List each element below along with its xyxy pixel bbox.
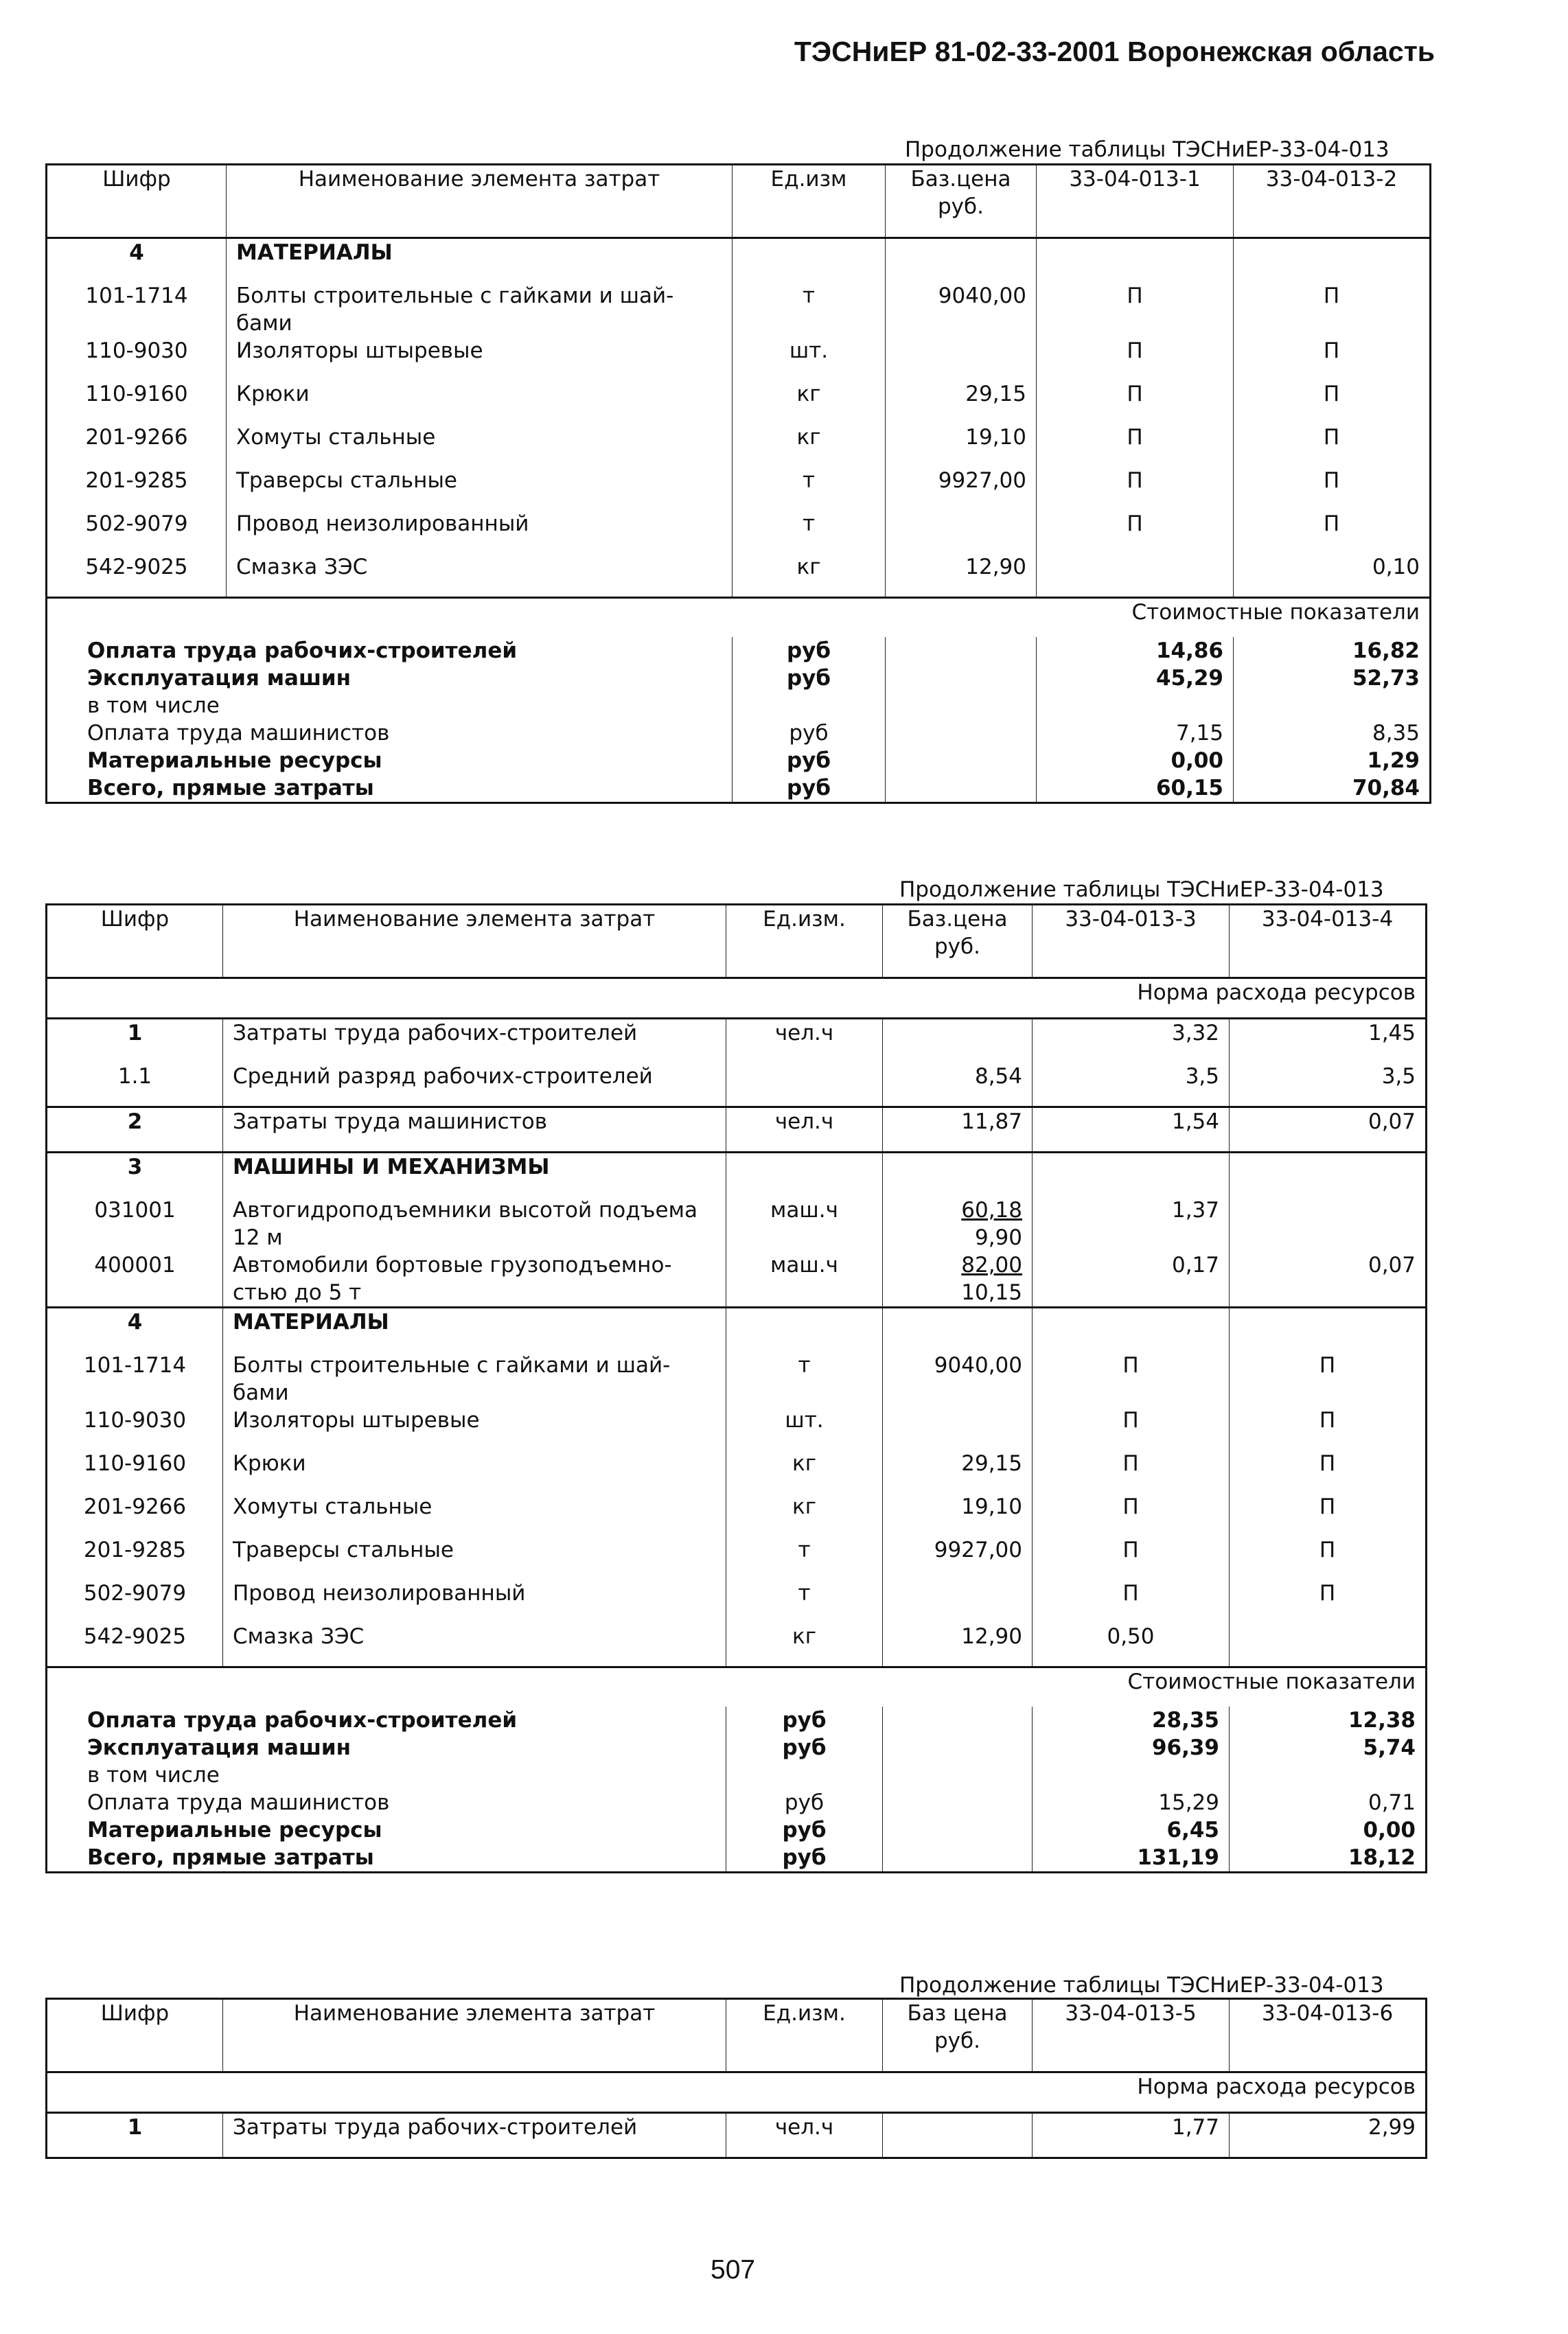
row-value-2: 0,10: [1234, 553, 1431, 598]
row-value-2: [1230, 1197, 1427, 1251]
cost-value-2: 5,74: [1230, 1734, 1427, 1761]
row-value-2: П: [1234, 424, 1431, 467]
section-code: 4: [47, 1308, 223, 1352]
row-name: Болты строительные с гайками и шай- бами: [223, 1352, 726, 1407]
row-value-2: 1,45: [1230, 1019, 1427, 1063]
table-header-row: [47, 905, 1427, 978]
cost-label: Оплата труда рабочих-строителей: [47, 1707, 726, 1734]
col-name-header: Наименование элемента затрат: [227, 165, 733, 238]
table-row: [47, 467, 1431, 510]
row-value-2: 2,99: [1230, 2113, 1427, 2158]
cost-label: Эксплуатация машин: [47, 1734, 726, 1761]
row-value-1: П: [1037, 510, 1234, 553]
cost-row: [47, 1734, 1427, 1761]
row-value-1: П: [1037, 380, 1234, 424]
cost-value-1: 131,19: [1033, 1844, 1230, 1873]
row-price: 29,15: [883, 1450, 1033, 1493]
row-value-2: П: [1230, 1450, 1427, 1493]
row-code: 201-9285: [47, 467, 227, 510]
cost-row: [47, 1789, 1427, 1816]
row-unit: т: [733, 467, 886, 510]
table-row: [47, 1580, 1427, 1623]
cost-row: [47, 665, 1431, 692]
row-name: Затраты труда рабочих-строителей: [223, 1019, 726, 1063]
row-unit: маш.ч: [726, 1197, 883, 1251]
row-unit: шт.: [733, 337, 886, 380]
row-code: 101-1714: [47, 282, 227, 337]
row-value-1: П: [1033, 1407, 1230, 1450]
row-value-1: П: [1033, 1352, 1230, 1407]
row-price: [883, 1580, 1033, 1623]
row-value-2: П: [1230, 1493, 1427, 1536]
row-code: 031001: [47, 1197, 223, 1251]
cost-value-2: 1,29: [1234, 747, 1431, 774]
row-unit: т: [733, 510, 886, 553]
cost-row: [47, 747, 1431, 774]
cost-row: [47, 692, 1431, 719]
section-code: 4: [47, 238, 227, 283]
row-name: Траверсы стальные: [223, 1536, 726, 1580]
row-name: Хомуты стальные: [223, 1493, 726, 1536]
row-name: Провод неизолированный: [223, 1580, 726, 1623]
table-row: [47, 380, 1431, 424]
section-code: 3: [47, 1153, 223, 1197]
cost-label: в том числе: [47, 692, 733, 719]
row-code: 201-9266: [47, 424, 227, 467]
row-name: Болты строительные с гайками и шай- бами: [227, 282, 733, 337]
cost-value-1: 60,15: [1037, 774, 1234, 803]
cost-label: Материальные ресурсы: [47, 1816, 726, 1844]
cost-unit: руб: [733, 774, 886, 803]
row-unit: чел.ч: [726, 2113, 883, 2158]
row-unit: кг: [733, 424, 886, 467]
table-row: [47, 510, 1431, 553]
row-value-1: П: [1033, 1450, 1230, 1493]
row-price: [886, 510, 1037, 553]
cost-value-1: 15,29: [1033, 1789, 1230, 1816]
row-value-2: П: [1230, 1407, 1427, 1450]
table-row: [47, 1197, 1427, 1251]
table-caption: Продолжение таблицы ТЭСНиЕР-33-04-013: [905, 137, 1390, 162]
row-name: Провод неизолированный: [227, 510, 733, 553]
col-name-header: Наименование элемента затрат: [223, 905, 726, 978]
row-price: [883, 1407, 1033, 1450]
cost-unit: руб: [726, 1816, 883, 1844]
col-unit-header: Ед.изм: [733, 165, 886, 238]
row-price: 12,90: [886, 553, 1037, 598]
cost-unit: руб: [733, 665, 886, 692]
norm-subheader-row: [47, 2072, 1427, 2113]
row-name: Средний разряд рабочих-строителей: [223, 1063, 726, 1107]
row-code: 101-1714: [47, 1352, 223, 1407]
row-code: 1: [47, 1019, 223, 1063]
cost-subheader-row: [47, 1667, 1427, 1707]
cost-label: Всего, прямые затраты: [47, 1844, 726, 1873]
row-unit: т: [733, 282, 886, 337]
row-value-1: П: [1037, 282, 1234, 337]
cost-value-1: 0,00: [1037, 747, 1234, 774]
table-row: [47, 1352, 1427, 1407]
table-row: [47, 424, 1431, 467]
row-price: 9040,00: [886, 282, 1037, 337]
row-price: [883, 2113, 1033, 2158]
norm-subheader: Норма расхода ресурсов: [47, 2072, 1427, 2113]
row-value-2: [1230, 1623, 1427, 1667]
row-name: Крюки: [227, 380, 733, 424]
row-name: Автогидроподъемники высотой подъема 12 м: [223, 1197, 726, 1251]
row-code: 2: [47, 1107, 223, 1153]
col-norm-2-header: 33-04-013-4: [1230, 905, 1427, 978]
row-value-1: 0,17: [1033, 1251, 1230, 1308]
col-norm-1-header: 33-04-013-5: [1033, 1999, 1230, 2072]
col-price-header: Баз.цена руб.: [883, 905, 1033, 978]
table-row: [47, 2113, 1427, 2158]
col-norm-1-header: 33-04-013-1: [1037, 165, 1234, 238]
row-price: 9927,00: [883, 1536, 1033, 1580]
row-unit: кг: [726, 1450, 883, 1493]
cost-row: [47, 1761, 1427, 1789]
row-price: 9040,00: [883, 1352, 1033, 1407]
cost-value-1: 7,15: [1037, 719, 1234, 747]
row-name: Изоляторы штыревые: [223, 1407, 726, 1450]
row-price: 60,18 9,90: [883, 1197, 1033, 1251]
row-value-1: П: [1037, 467, 1234, 510]
col-norm-2-header: 33-04-013-2: [1234, 165, 1431, 238]
row-unit: кг: [726, 1623, 883, 1667]
cost-value-1: 28,35: [1033, 1707, 1230, 1734]
page-number: 507: [711, 2255, 756, 2285]
table-row: [47, 1407, 1427, 1450]
row-name: Траверсы стальные: [227, 467, 733, 510]
table-caption: Продолжение таблицы ТЭСНиЕР-33-04-013: [899, 877, 1384, 902]
cost-value-2: 18,12: [1230, 1844, 1427, 1873]
section-title: МАТЕРИАЛЫ: [223, 1308, 726, 1352]
row-value-2: П: [1234, 467, 1431, 510]
row-code: 110-9160: [47, 380, 227, 424]
row-value-1: П: [1033, 1493, 1230, 1536]
row-unit: кг: [733, 380, 886, 424]
cost-unit: руб: [726, 1844, 883, 1873]
col-norm-1-header: 33-04-013-3: [1033, 905, 1230, 978]
row-value-2: П: [1230, 1580, 1427, 1623]
row-code: 201-9266: [47, 1493, 223, 1536]
cost-label: Оплата труда рабочих-строителей: [47, 637, 733, 665]
row-code: 110-9030: [47, 337, 227, 380]
row-code: 201-9285: [47, 1536, 223, 1580]
cost-value-1: 45,29: [1037, 665, 1234, 692]
row-unit: т: [726, 1580, 883, 1623]
cost-value-2: 52,73: [1234, 665, 1431, 692]
table-row: [47, 1063, 1427, 1107]
col-price-header: Баз.цена руб.: [886, 165, 1037, 238]
cost-value-2: 0,71: [1230, 1789, 1427, 1816]
row-code: 1.1: [47, 1063, 223, 1107]
row-price: 29,15: [886, 380, 1037, 424]
table-row: [47, 1623, 1427, 1667]
row-value-2: П: [1230, 1536, 1427, 1580]
row-value-2: П: [1230, 1352, 1427, 1407]
row-value-2: 0,07: [1230, 1251, 1427, 1308]
col-unit-header: Ед.изм.: [726, 1999, 883, 2072]
cost-unit: руб: [733, 637, 886, 665]
row-unit: т: [726, 1536, 883, 1580]
cost-label: Материальные ресурсы: [47, 747, 733, 774]
running-header: ТЭСНиЕР 81-02-33-2001 Воронежская область: [794, 36, 1435, 67]
row-price: 11,87: [883, 1107, 1033, 1153]
row-price: 12,90: [883, 1623, 1033, 1667]
row-price: [886, 337, 1037, 380]
cost-subheader: Стоимостные показатели: [47, 598, 1431, 638]
row-value-1: 3,5: [1033, 1063, 1230, 1107]
cost-unit: руб: [726, 1789, 883, 1816]
row-value-1: 3,32: [1033, 1019, 1230, 1063]
col-code-header: Шифр: [47, 1999, 223, 2072]
table-caption: Продолжение таблицы ТЭСНиЕР-33-04-013: [899, 1973, 1384, 1998]
cost-label: Эксплуатация машин: [47, 665, 733, 692]
col-code-header: Шифр: [47, 165, 227, 238]
table-row: [47, 553, 1431, 598]
row-name: Затраты труда машинистов: [223, 1107, 726, 1153]
row-code: 110-9160: [47, 1450, 223, 1493]
table-header-row: [47, 165, 1431, 238]
table-header-row: [47, 1999, 1427, 2072]
row-name: Автомобили бортовые грузоподъемно- стью до 5 т: [223, 1251, 726, 1308]
row-value-2: П: [1234, 380, 1431, 424]
row-name: Хомуты стальные: [227, 424, 733, 467]
cost-value-1: 14,86: [1037, 637, 1234, 665]
row-unit: шт.: [726, 1407, 883, 1450]
row-code: 502-9079: [47, 1580, 223, 1623]
resource-table-3: [45, 1998, 1427, 2159]
cost-unit: руб: [733, 747, 886, 774]
cost-subheader-row: [47, 598, 1431, 638]
cost-row: [47, 1844, 1427, 1873]
section-row-materials: [47, 238, 1431, 283]
row-value-1: П: [1033, 1536, 1230, 1580]
cost-value-2: 70,84: [1234, 774, 1431, 803]
resource-table-2: [45, 903, 1427, 1873]
cost-label: Оплата труда машинистов: [47, 719, 733, 747]
cost-value-2: 0,00: [1230, 1816, 1427, 1844]
row-unit: маш.ч: [726, 1251, 883, 1308]
row-code: 542-9025: [47, 1623, 223, 1667]
row-unit: чел.ч: [726, 1107, 883, 1153]
row-value-2: П: [1234, 510, 1431, 553]
row-unit: чел.ч: [726, 1019, 883, 1063]
row-name: Изоляторы штыревые: [227, 337, 733, 380]
cost-value-1: 6,45: [1033, 1816, 1230, 1844]
cost-unit: руб: [726, 1734, 883, 1761]
col-code-header: Шифр: [47, 905, 223, 978]
row-code: 110-9030: [47, 1407, 223, 1450]
table-row: [47, 1493, 1427, 1536]
cost-label: Оплата труда машинистов: [47, 1789, 726, 1816]
row-name: Смазка ЗЭС: [227, 553, 733, 598]
row-unit: кг: [733, 553, 886, 598]
row-price: 19,10: [883, 1493, 1033, 1536]
row-value-2: П: [1234, 282, 1431, 337]
cost-row: [47, 1707, 1427, 1734]
row-price: 8,54: [883, 1063, 1033, 1107]
col-price-header: Баз цена руб.: [883, 1999, 1033, 2072]
row-value-1: П: [1033, 1580, 1230, 1623]
cost-unit: руб: [733, 719, 886, 747]
table-row: [47, 1019, 1427, 1063]
row-value-1: 1,54: [1033, 1107, 1230, 1153]
row-value-1: П: [1037, 424, 1234, 467]
col-name-header: Наименование элемента затрат: [223, 1999, 726, 2072]
row-name: Крюки: [223, 1450, 726, 1493]
row-value-1: П: [1037, 337, 1234, 380]
row-code: 400001: [47, 1251, 223, 1308]
table-row: [47, 1107, 1427, 1153]
section-row-materials: [47, 1308, 1427, 1352]
cost-value-1: 96,39: [1033, 1734, 1230, 1761]
row-code: 542-9025: [47, 553, 227, 598]
table-row: [47, 337, 1431, 380]
section-title: МАТЕРИАЛЫ: [227, 238, 733, 283]
row-unit: [726, 1063, 883, 1107]
row-unit: т: [726, 1352, 883, 1407]
cost-row: [47, 1816, 1427, 1844]
row-value-2: 0,07: [1230, 1107, 1427, 1153]
cost-label: Всего, прямые затраты: [47, 774, 733, 803]
row-value-1: 1,77: [1033, 2113, 1230, 2158]
row-name: Затраты труда рабочих-строителей: [223, 2113, 726, 2158]
col-unit-header: Ед.изм.: [726, 905, 883, 978]
norm-subheader-row: [47, 978, 1427, 1019]
section-title: МАШИНЫ И МЕХАНИЗМЫ: [223, 1153, 726, 1197]
cost-unit: руб: [726, 1707, 883, 1734]
table-row: [47, 282, 1431, 337]
row-value-1: [1037, 553, 1234, 598]
row-name: Смазка ЗЭС: [223, 1623, 726, 1667]
resource-table-1: [45, 163, 1431, 804]
row-code: 502-9079: [47, 510, 227, 553]
cost-value-2: 12,38: [1230, 1707, 1427, 1734]
row-price: [883, 1019, 1033, 1063]
norm-subheader: Норма расхода ресурсов: [47, 978, 1427, 1019]
section-row-machines: [47, 1153, 1427, 1197]
table-row: [47, 1536, 1427, 1580]
cost-row: [47, 774, 1431, 803]
row-value-1: 0,50: [1033, 1623, 1230, 1667]
row-value-2: 3,5: [1230, 1063, 1427, 1107]
table-row: [47, 1251, 1427, 1308]
row-price: 9927,00: [886, 467, 1037, 510]
row-unit: кг: [726, 1493, 883, 1536]
cost-value-2: 16,82: [1234, 637, 1431, 665]
cost-row: [47, 719, 1431, 747]
cost-row: [47, 637, 1431, 665]
table-row: [47, 1450, 1427, 1493]
row-price: 82,00 10,15: [883, 1251, 1033, 1308]
col-norm-2-header: 33-04-013-6: [1230, 1999, 1427, 2072]
cost-subheader: Стоимостные показатели: [47, 1667, 1427, 1707]
row-value-2: П: [1234, 337, 1431, 380]
cost-label: в том числе: [47, 1761, 726, 1789]
row-price: 19,10: [886, 424, 1037, 467]
row-value-1: 1,37: [1033, 1197, 1230, 1251]
cost-value-2: 8,35: [1234, 719, 1431, 747]
row-code: 1: [47, 2113, 223, 2158]
